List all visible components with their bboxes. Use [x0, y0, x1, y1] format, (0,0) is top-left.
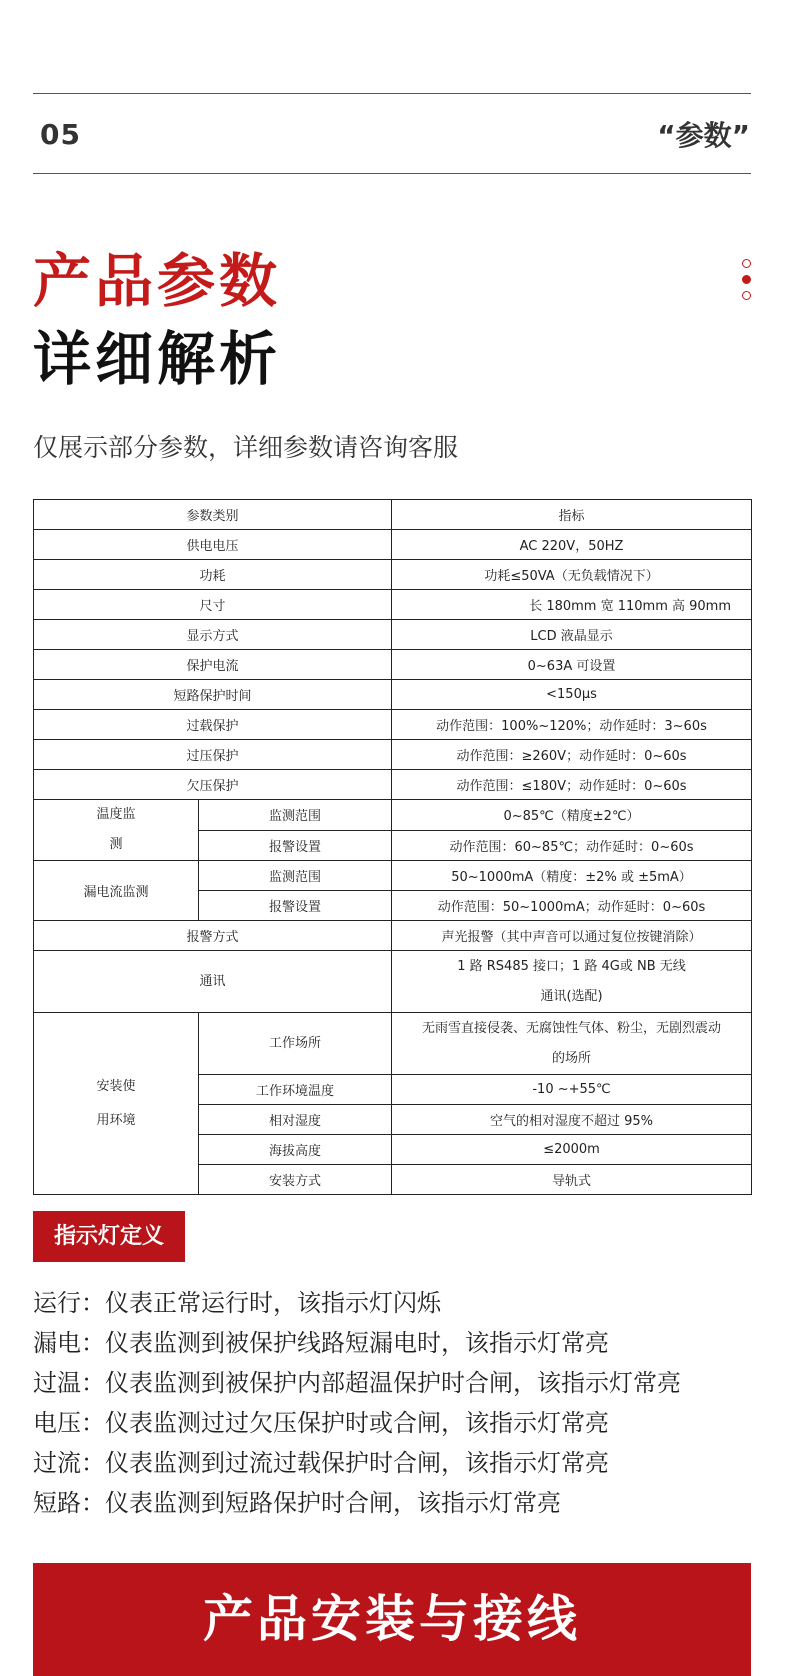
table-row [34, 560, 752, 590]
row-label: 欠压保护 [34, 770, 392, 800]
temperature-label-line2: 测 [109, 837, 123, 852]
table-row [34, 650, 752, 680]
row-value: 动作范围：50~1000mA；动作延时：0~60s [392, 891, 752, 921]
row-value: 动作范围：≤180V；动作延时：0~60s [392, 770, 752, 800]
row-value: 声光报警（其中声音可以通过复位按键消除） [392, 921, 752, 951]
indicator-badge: 指示灯定义 [33, 1211, 185, 1262]
row-value: 动作范围：60~85℃；动作延时：0~60s [392, 830, 752, 861]
row-value: ≤2000m [392, 1135, 752, 1165]
section-name: “参数” [657, 119, 750, 152]
row-sublabel: 监测范围 [199, 800, 392, 831]
dot-icon [742, 259, 751, 268]
row-sublabel: 报警设置 [199, 891, 392, 921]
row-sublabel: 报警设置 [199, 830, 392, 861]
environment-label [34, 1013, 199, 1195]
table-row [34, 620, 752, 650]
list-item: 运行：仪表正常运行时，该指示灯闪烁 [33, 1289, 441, 1317]
row-value: 导轨式 [392, 1165, 752, 1195]
row-value: <150μs [392, 680, 752, 710]
workplace-value-line1: 无雨雪直接侵袭、无腐蚀性气体、粉尘，无剧烈震动 [422, 1020, 722, 1036]
row-value: 动作范围：≥260V；动作延时：0~60s [392, 740, 752, 770]
list-item: 过流：仪表监测到过流过载保护时合闸，该指示灯常亮 [33, 1449, 609, 1477]
row-value: 0~63A 可设置 [392, 650, 752, 680]
row-label: 保护电流 [34, 650, 392, 680]
row-label: 报警方式 [34, 921, 392, 951]
table-row [34, 710, 752, 740]
subtitle: 仅展示部分参数，详细参数请咨询客服 [33, 433, 459, 462]
temperature-label [34, 800, 199, 861]
row-value: 50~1000mA（精度：±2% 或 ±5mA） [392, 861, 752, 891]
row-label: 通讯 [34, 951, 392, 1013]
table-row [34, 770, 752, 800]
row-value: AC 220V，50HZ [392, 530, 752, 560]
environment-label-line2: 用环境 [96, 1112, 136, 1128]
list-item: 电压：仪表监测过过欠压保护时或合闸，该指示灯常亮 [33, 1409, 609, 1437]
row-sublabel: 海拔高度 [199, 1135, 392, 1165]
page-title-red: 产品参数 [33, 247, 282, 315]
header-category: 参数类别 [34, 500, 392, 530]
table-row [34, 921, 752, 951]
row-label: 过压保护 [34, 740, 392, 770]
indicator-list [33, 1283, 681, 1523]
spec-table [33, 499, 752, 1195]
row-value: -10 ~+55℃ [392, 1075, 752, 1105]
table-row [34, 1013, 752, 1075]
table-row [34, 590, 752, 620]
install-section-banner: 产品安装与接线 [33, 1563, 751, 1676]
list-item: 短路：仪表监测到短路保护时合闸，该指示灯常亮 [33, 1489, 561, 1517]
row-label: 短路保护时间 [34, 680, 392, 710]
dot-active-icon [742, 275, 751, 284]
row-value [392, 951, 752, 1013]
table-row [34, 861, 752, 891]
row-sublabel: 安装方式 [199, 1165, 392, 1195]
row-sublabel: 工作环境温度 [199, 1075, 392, 1105]
row-value: 空气的相对湿度不超过 95% [392, 1105, 752, 1135]
table-row [34, 951, 752, 1013]
section-number: 05 [40, 118, 81, 151]
pagination-dots [742, 259, 752, 307]
list-item: 过温：仪表监测到被保护内部超温保护时合闸，该指示灯常亮 [33, 1369, 681, 1397]
table-row [34, 680, 752, 710]
row-value: 动作范围：100%~120%；动作延时：3~60s [392, 710, 752, 740]
top-divider [33, 93, 751, 94]
row-value: 0~85℃（精度±2℃） [392, 800, 752, 831]
row-sublabel: 监测范围 [199, 861, 392, 891]
row-value [392, 1013, 752, 1075]
table-row [34, 530, 752, 560]
row-value: 功耗≤50VA（无负载情况下） [392, 560, 752, 590]
table-row [34, 800, 752, 831]
page-title-black: 详细解析 [33, 325, 282, 393]
table-header-row [34, 500, 752, 530]
table-row [34, 740, 752, 770]
row-label: 尺寸 [34, 590, 392, 620]
row-label: 功耗 [34, 560, 392, 590]
environment-label-line1: 安装使 [96, 1078, 136, 1094]
comm-value-line2: 通讯(选配) [540, 988, 603, 1004]
row-sublabel: 工作场所 [199, 1013, 392, 1075]
row-label: 显示方式 [34, 620, 392, 650]
row-value: LCD 液晶显示 [392, 620, 752, 650]
dot-icon [742, 291, 751, 300]
row-value: 长 180mm 宽 110mm 高 90mm [392, 590, 752, 620]
header-indicator: 指标 [392, 500, 752, 530]
leakage-label: 漏电流监测 [34, 861, 199, 921]
comm-value-line1: 1 路 RS485 接口；1 路 4G或 NB 无线 [457, 958, 686, 974]
bottom-divider [33, 173, 751, 174]
workplace-value-line2: 的场所 [552, 1050, 592, 1066]
row-label: 供电电压 [34, 530, 392, 560]
row-sublabel: 相对湿度 [199, 1105, 392, 1135]
list-item: 漏电：仪表监测到被保护线路短漏电时，该指示灯常亮 [33, 1329, 609, 1357]
temperature-label-line1: 温度监 [96, 807, 136, 822]
row-label: 过载保护 [34, 710, 392, 740]
